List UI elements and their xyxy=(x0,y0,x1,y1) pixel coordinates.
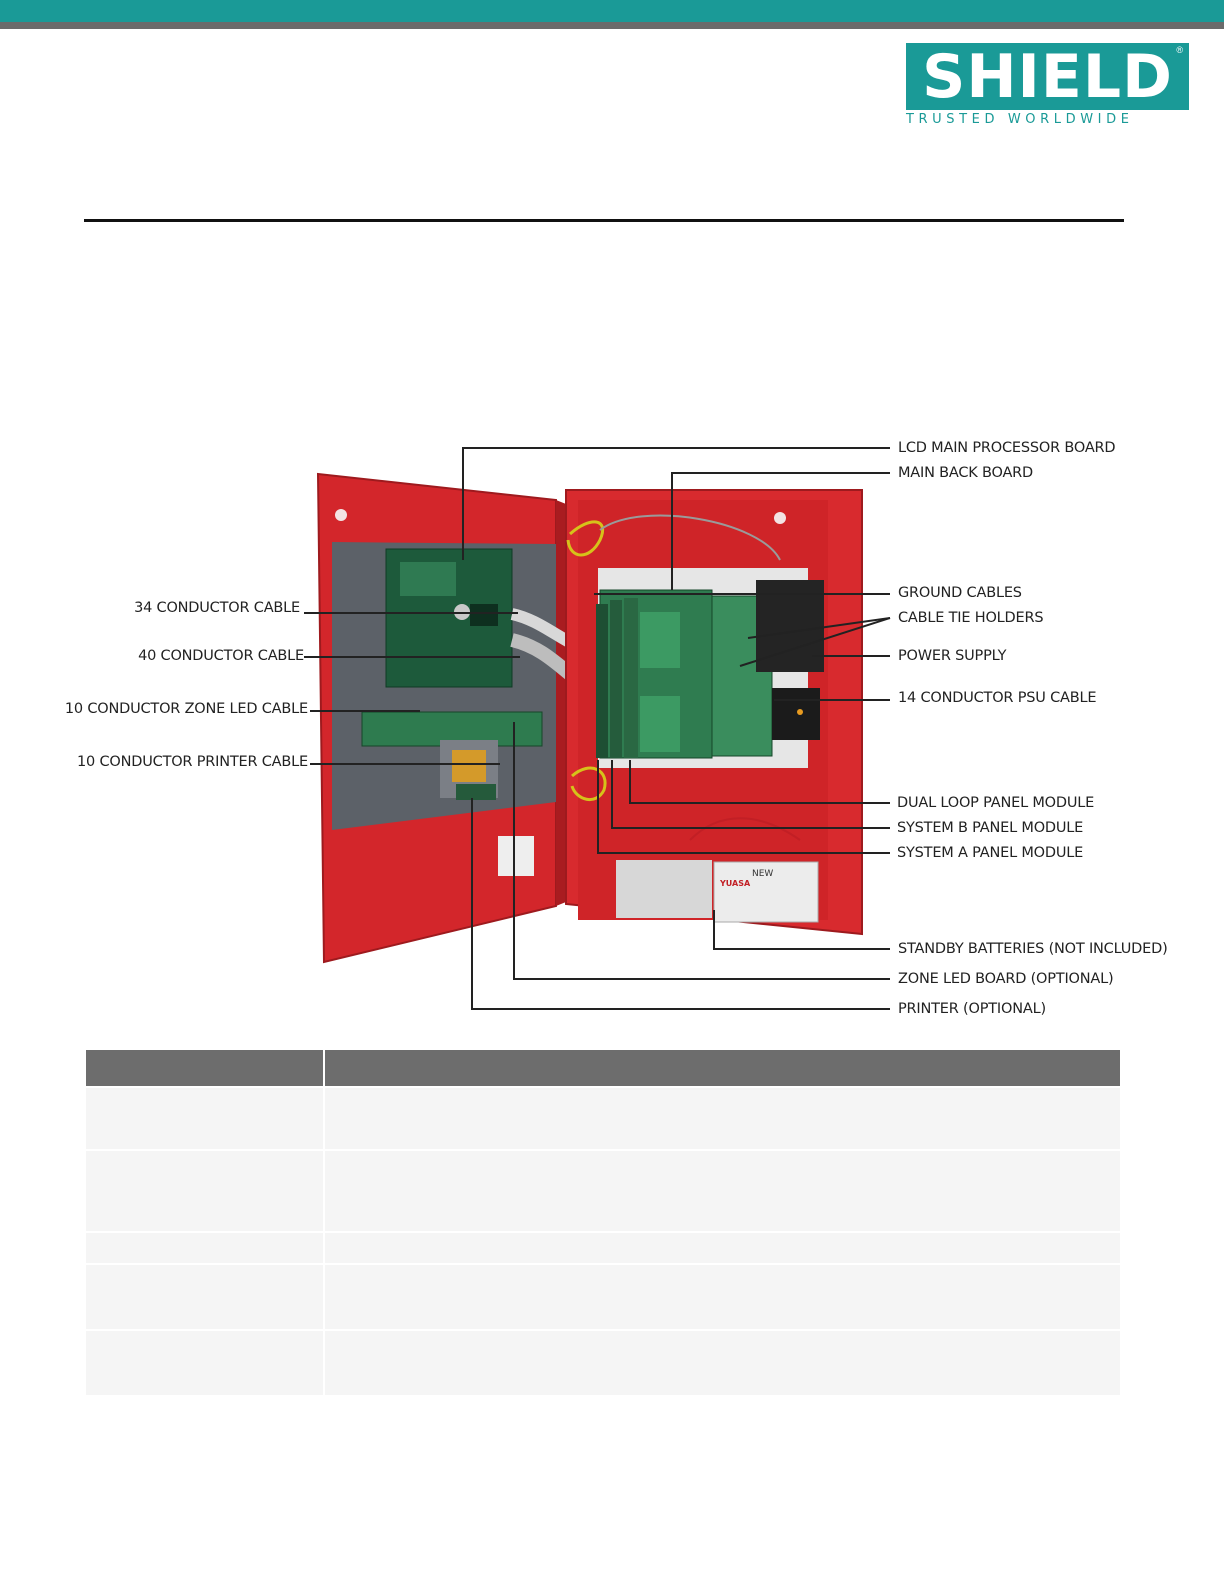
door-edge xyxy=(556,500,566,906)
relay-block-2 xyxy=(640,696,680,752)
battery-note-text: NEW xyxy=(752,869,774,879)
table-cell xyxy=(325,1151,1120,1231)
table-cell xyxy=(86,1233,325,1263)
system-b-panel-module xyxy=(610,600,622,758)
table-header-cell xyxy=(86,1050,325,1086)
door-label xyxy=(498,836,534,876)
callout-system-a-panel-module: SYSTEM A PANEL MODULE xyxy=(897,845,1084,861)
callout-40-conductor-cable: 40 CONDUCTOR CABLE xyxy=(138,648,304,664)
callout-dual-loop-panel-module: DUAL LOOP PANEL MODULE xyxy=(897,795,1095,811)
board-chip xyxy=(470,604,498,626)
table-cell xyxy=(325,1331,1120,1395)
callout-printer: PRINTER (OPTIONAL) xyxy=(898,1001,1046,1017)
callout-main-back-board: MAIN BACK BOARD xyxy=(898,465,1034,481)
table-row xyxy=(86,1231,1120,1263)
panel-diagram-figure xyxy=(0,430,1224,1030)
lcd-display xyxy=(400,562,456,596)
table-cell xyxy=(86,1265,325,1329)
callout-34-conductor-cable: 34 CONDUCTOR CABLE xyxy=(134,600,300,616)
header-gray-bar xyxy=(0,22,1224,29)
logo-wordmark: SHIELD xyxy=(922,42,1173,112)
section-divider xyxy=(84,219,1124,222)
printer-board xyxy=(456,784,496,800)
table-row xyxy=(86,1086,1120,1149)
shield-logo xyxy=(906,43,1192,131)
standby-battery-left xyxy=(616,860,712,918)
callout-zone-led-board: ZONE LED BOARD (OPTIONAL) xyxy=(898,971,1114,987)
logo-tagline: TRUSTED WORLDWIDE xyxy=(906,112,1134,127)
header-teal-bar xyxy=(0,0,1224,22)
psu-heat-sink xyxy=(772,688,820,740)
cabinet-knockout xyxy=(774,512,786,524)
printer-roll xyxy=(452,750,486,782)
table-cell xyxy=(325,1233,1120,1263)
table-cell xyxy=(86,1151,325,1231)
callout-10-conductor-printer-cable: 10 CONDUCTOR PRINTER CABLE xyxy=(77,754,308,770)
door-knockout xyxy=(335,509,347,521)
table-cell xyxy=(86,1331,325,1395)
table-cell xyxy=(86,1088,325,1149)
dual-loop-panel-module xyxy=(624,598,638,758)
callout-power-supply: POWER SUPPLY xyxy=(898,648,1007,664)
callout-lcd-main-processor-board: LCD MAIN PROCESSOR BOARD xyxy=(898,440,1116,456)
callout-ground-cables: GROUND CABLES xyxy=(898,585,1022,601)
registered-mark: ® xyxy=(1176,45,1183,55)
table-row xyxy=(86,1329,1120,1395)
table-cell xyxy=(325,1265,1120,1329)
psu-led xyxy=(797,709,803,715)
table-header-row xyxy=(86,1050,1120,1086)
callout-10-conductor-zone-led-cable: 10 CONDUCTOR ZONE LED CABLE xyxy=(64,701,308,717)
specification-table xyxy=(86,1050,1120,1395)
logo-badge xyxy=(906,43,1189,110)
callout-14-conductor-psu-cable: 14 CONDUCTOR PSU CABLE xyxy=(898,690,1097,706)
callout-system-b-panel-module: SYSTEM B PANEL MODULE xyxy=(897,820,1084,836)
table-row xyxy=(86,1263,1120,1329)
callout-standby-batteries: STANDBY BATTERIES (NOT INCLUDED) xyxy=(898,941,1168,957)
system-a-panel-module xyxy=(596,604,608,758)
table-row xyxy=(86,1149,1120,1231)
battery-brand-text: YUASA xyxy=(720,879,751,888)
table-header-cell xyxy=(325,1050,1120,1086)
table-cell xyxy=(325,1088,1120,1149)
callout-cable-tie-holders: CABLE TIE HOLDERS xyxy=(898,610,1044,626)
relay-block-1 xyxy=(640,612,680,668)
